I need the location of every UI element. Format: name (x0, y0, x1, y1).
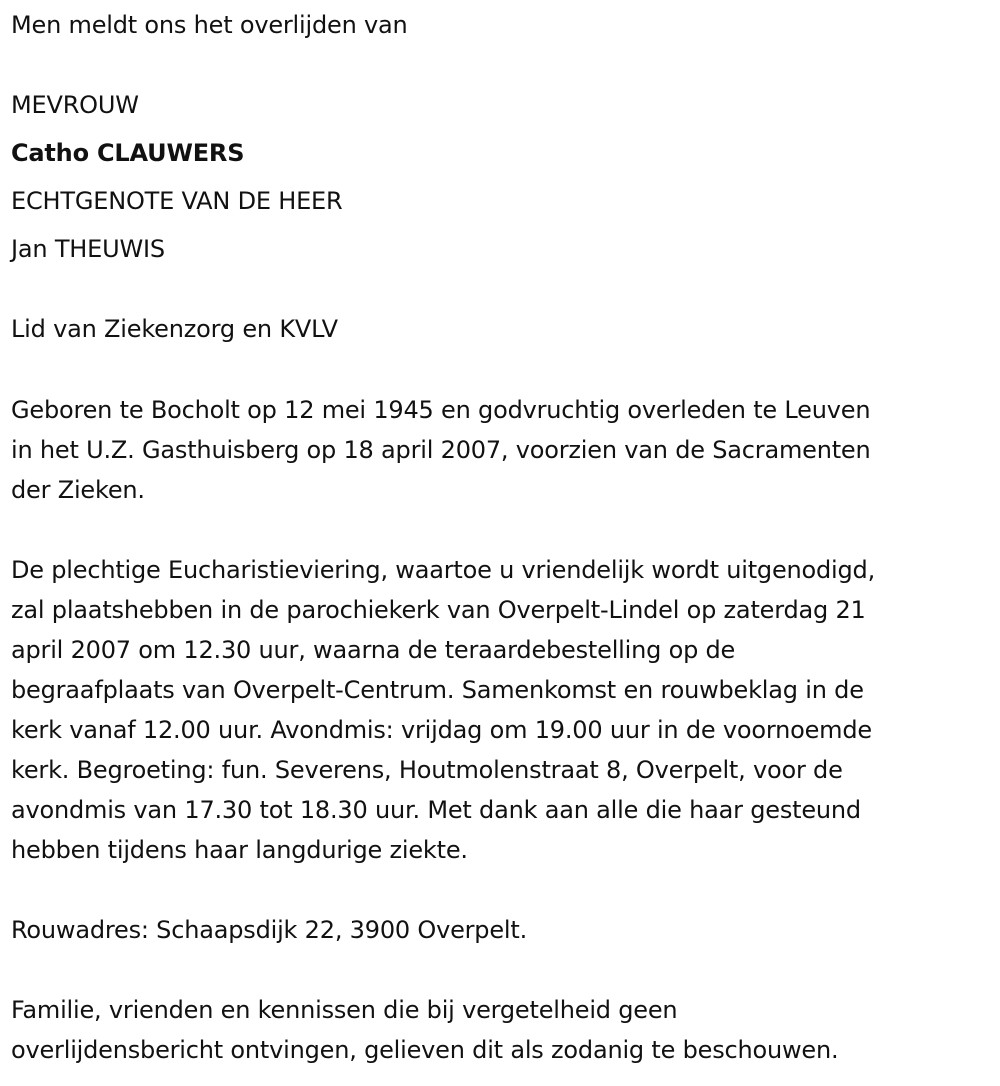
paragraph-line: hebben tijdens haar langdurige ziekte. (11, 836, 468, 864)
paragraph-line: kerk. Begroeting: fun. Severens, Houtmolenstraat 8, Overpelt, voor de (11, 756, 843, 784)
membership-text: Lid van Ziekenzorg en KVLV (11, 315, 338, 343)
paragraph-line: april 2007 om 12.30 uur, waarna de teraardebestelling op de (11, 636, 736, 664)
spouse-name: Jan THEUWIS (11, 235, 165, 263)
relation-text: ECHTGENOTE VAN DE HEER (11, 187, 343, 215)
paragraph-line: in het U.Z. Gasthuisberg op 18 april 2007, voorzien van de Sacramenten (11, 436, 871, 464)
paragraph-line: De plechtige Eucharistieviering, waartoe u vriendelijk wordt uitgenodigd, (11, 556, 876, 584)
paragraph-line: begraafplaats van Overpelt-Centrum. Samenkomst en rouwbeklag in de (11, 676, 864, 704)
honorific-title: MEVROUW (11, 91, 139, 119)
paragraph-line: overlijdensbericht ontvingen, gelieven dit als zodanig te beschouwen. (11, 1036, 839, 1064)
deceased-name: Catho CLAUWERS (11, 139, 245, 167)
paragraph-line: avondmis van 17.30 tot 18.30 uur. Met dank aan alle die haar gesteund (11, 796, 861, 824)
mourning-address: Rouwadres: Schaapsdijk 22, 3900 Overpelt. (11, 916, 528, 944)
paragraph-line: kerk vanaf 12.00 uur. Avondmis: vrijdag om 19.00 uur in de voornoemde (11, 716, 872, 744)
intro-text: Men meldt ons het overlijden van (11, 11, 408, 39)
paragraph-line: der Zieken. (11, 476, 145, 504)
paragraph-line: Familie, vrienden en kennissen die bij vergetelheid geen (11, 996, 678, 1024)
paragraph-line: zal plaatshebben in de parochiekerk van Overpelt-Lindel op zaterdag 21 (11, 596, 866, 624)
paragraph-line: Geboren te Bocholt op 12 mei 1945 en godvruchtig overleden te Leuven (11, 396, 871, 424)
